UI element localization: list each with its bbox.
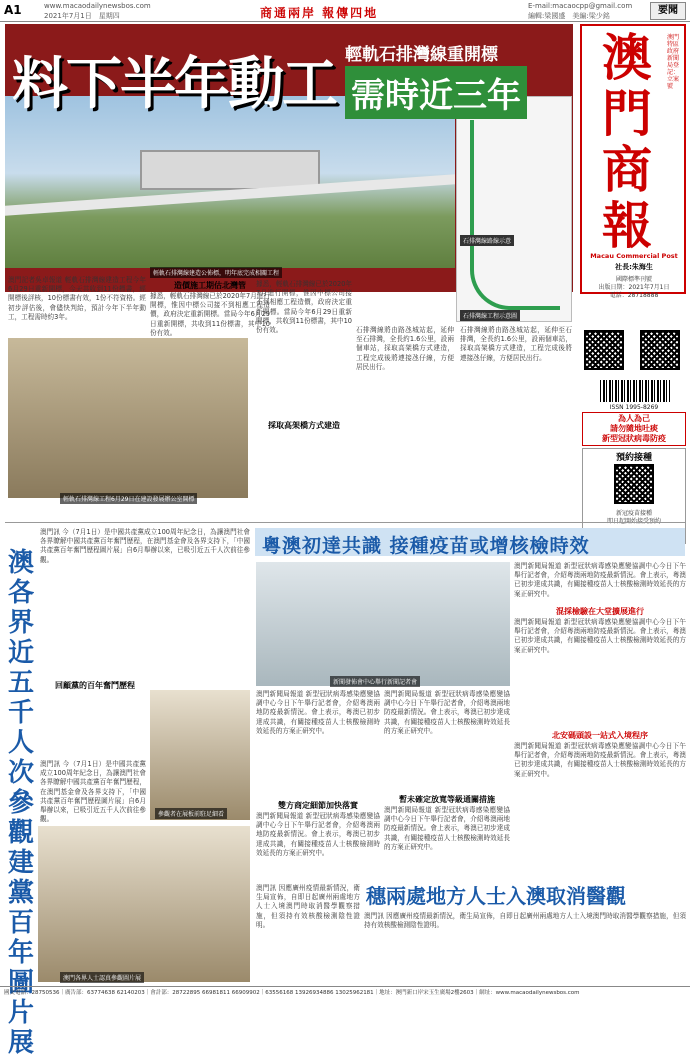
vaccine-ad-sub: 新冠疫苗接種 — [615, 510, 652, 517]
masthead-publisher: 社長:朱海生 — [615, 263, 653, 271]
visit-body-2: 澳門訊 今（7月1日）是中國共產黨成立100周年紀念日，為讓澳門社會各界瞭解中國共產黨百年奮鬥歷程，在澳門基金會及各界支持下，「中國共產黨百年奮鬥歷程圖片展」自6月舉辦以來，已吸引近五千人次前往參觀。 — [40, 760, 146, 824]
public-notice-text: 為人為己 請勿隨地吐痰 新型冠狀病毒防疫 — [602, 414, 666, 443]
rail-lead: 澳門記者吳卓報道 輕軌石排灣線建造工程今年6月29日重新開標，今天共收到11份標書，經開標後評核，10份標書有效，1份不符資格。經初步評估後，會儘快判給，預計今年下半年動工，工程需時約3年。 — [8, 276, 146, 321]
section-tag: 要聞 — [650, 2, 686, 20]
vaccine-headline: 粵澳初達共識 接種疫苗或增核檢時效 — [262, 535, 590, 557]
vaccine-side-head-1: 混採檢驗在大堂擴展進行 — [556, 607, 644, 616]
header-date: 2021年7月1日 星期四 — [44, 12, 120, 20]
masthead-info: 國際標準刊號 出版日期：2021年7月1日 電話：28718888 — [598, 276, 670, 299]
press-conference-photo — [256, 562, 510, 686]
map-caption: 石排灣線工程示意圖 — [460, 310, 520, 321]
guangzhou-headline: 穗兩處地方人士入澳取消醫觀 — [366, 884, 626, 908]
rail-subhead-2: 採取高架橋方式建造 — [268, 421, 340, 430]
hero-subtitle: 輕軌石排灣線重開標 — [345, 45, 498, 65]
rail-body-2: 據悉，輕軌石排灣線已於2020年7月進行開標，惟因中標公司接不到相應工程造價，政府決定重新開標。當局今年6月29日重新開標，共收到11份標書，其中10份有效。 — [256, 280, 352, 335]
qr-code-icon[interactable] — [614, 464, 654, 504]
vaccine-body-2: 澳門新聞局報道 新型冠狀病毒感染應變協調中心今日下午舉行記者會，介紹粵澳兩地防疫最新情況。會上表示，粵澳已初步達成共識，有關接種疫苗人士核酸檢測時效延長的方案正研究中。 — [256, 812, 380, 857]
vaccine-body-3: 澳門新聞局報道 新型冠狀病毒感染應變協調中心今日下午舉行記者會，介紹粵澳兩地防疫最新情況。會上表示，粵澳已初步達成共識，有關接種疫苗人士核酸檢測時效延長的方案正研究中。 — [384, 690, 510, 735]
vaccine-side-body-2: 澳門新聞局報道 新型冠狀病毒感染應變協調中心今日下午舉行記者會，介紹粵澳兩地防疫最新情況。會上表示，粵澳已初步達成共識，有關接種疫苗人士核酸檢測時效延長的方案正研究中。 — [514, 742, 686, 778]
tender-photo-caption: 輕軌石排灣線工程6月29日在建設發展辦公室開標 — [60, 493, 197, 504]
masthead-side-note: 澳門特區政府新聞局登記：立案號 — [667, 34, 680, 90]
issn-number: ISSN 1995-8269 — [609, 404, 659, 411]
visit-photo-1-caption: 參觀者在展板前駐足細看 — [155, 808, 227, 819]
visit-photo-1 — [150, 690, 250, 820]
rail-body-4: 石排灣線將由路氹城站起，延伸至石排灣，全長約1.6公里，設兩個車站，採取高架橋方式建造，工程完成後將連接氹仔線，方便居民出行。 — [460, 326, 572, 362]
masthead-title: 澳門商報 — [602, 28, 652, 255]
hero-caption: 輕軌石排灣線建造公佈標，明年底完成相關工程 — [150, 267, 282, 278]
map-caption-top: 石排灣線路線示意 — [460, 235, 514, 246]
rail-body-3: 石排灣線將由路氹城站起，延伸至石排灣，全長約1.6公里，設兩個車站，採取高架橋方式建造，工程完成後將連接氹仔線，方便居民出行。 — [356, 326, 454, 371]
visit-body: 澳門訊 今（7月1日）是中國共產黨成立100周年紀念日，為讓澳門社會各界瞭解中國共產黨百年奮鬥歷程，在澳門基金會及各界支持下，「中國共產黨百年奮鬥歷程圖片展」自6月舉辦以來，已吸引近五千人次前往參觀。 — [40, 528, 250, 564]
vaccine-subhead-1: 雙方商定細節加快落實 — [278, 801, 358, 810]
vaccine-side-body-1: 澳門新聞局報道 新型冠狀病毒感染應變協調中心今日下午舉行記者會，介紹粵澳兩地防疫最新情況。會上表示，粵澳已初步達成共識，有關接種疫苗人士核酸檢測時效延長的方案正研究中。 — [514, 618, 686, 654]
vaccine-side-head-2: 北安碼頭設一站式入境程序 — [552, 731, 648, 740]
header-email[interactable]: E-mail:macaocpp@gmail.com — [528, 2, 633, 10]
header-url[interactable]: www.macaodailynewsbos.com — [44, 2, 151, 10]
tender-photo — [8, 338, 248, 498]
visit-photo-2 — [38, 826, 250, 982]
station-graphic — [140, 150, 320, 190]
qr-code-icon[interactable] — [584, 330, 624, 370]
visit-photo-2-caption: 澳門各界人士認真參觀圖片展 — [60, 972, 144, 983]
vaccine-subhead-2: 暫未確定放寬等級通關措施 — [399, 795, 495, 804]
rail-body-1: 據悉，輕軌石排灣線已於2020年7月進行開標，惟因中標公司接不到相應工程造價，政府決定重新開標。當局今年6月29日重新開標，共收到11份標書，其中10份有效。 — [150, 292, 270, 337]
header-slogan: 商通兩岸 報傳四地 — [260, 6, 379, 20]
vaccine-body-1: 澳門新聞局報道 新型冠狀病毒感染應變協調中心今日下午舉行記者會，介紹粵澳兩地防疫最新情況。會上表示，粵澳已初步達成共識，有關接種疫苗人士核酸檢測時效延長的方案正研究中。 — [256, 690, 380, 735]
guangzhou-body: 澳門訊 因應廣州疫情最新情況，衛生局宣佈，自即日起廣州兩處地方人士入境澳門時取消醫學觀察措施，但須持有效核酸檢測陰性證明。 — [364, 912, 686, 930]
vaccine-side-lead: 澳門新聞局報道 新型冠狀病毒感染應變協調中心今日下午舉行記者會，介紹粵澳兩地防疫最新情況。會上表示，粵澳已初步達成共識，有關接種疫苗人士核酸檢測時效延長的方案正研究中。 — [514, 562, 686, 598]
rail-subhead-1: 造價施工期估北灣管 — [174, 281, 246, 290]
section-divider — [5, 522, 685, 523]
vaccine-ad-title: 預約接種 — [615, 453, 652, 463]
masthead-english: Macau Commercial Post — [590, 252, 678, 260]
page-footer: 國文電話：28750536｜廣告部：63774638 62140203｜會計部：28722895 66981811 66909902｜63556168 13926934886 13025962181｜地址：澳門新口岸宋玉生廣場2樓2603｜網址：www.macaodailynewsbos.com — [0, 986, 690, 999]
vaccine-body-4: 澳門新聞局報道 新型冠狀病毒感染應變協調中心今日下午舉行記者會，介紹粵澳兩地防疫最新情況。會上表示，粵澳已初步達成共識，有關接種疫苗人士核酸檢測時效延長的方案正研究中。 — [384, 806, 510, 851]
guangzhou-body-left: 澳門訊 因應廣州疫情最新情況，衛生局宣佈，自即日起廣州兩處地方人士入境澳門時取消醫學觀察措施，但須持有效核酸檢測陰性證明。 — [256, 884, 360, 929]
barcode-icon — [600, 380, 670, 402]
hero-title: 料下半年動工 — [12, 52, 336, 117]
qr-code-icon[interactable] — [640, 330, 680, 370]
visit-subhead: 回顧黨的百年奮鬥歷程 — [55, 681, 135, 690]
page-number: A1 — [4, 3, 22, 17]
route-line — [470, 120, 560, 310]
header-staff: 編輯:梁國盛 美編:梁少銘 — [528, 12, 610, 20]
hero-title-secondary: 需時近三年 — [345, 66, 527, 119]
visit-vertical-title: 澳各界近五千人次參觀建黨百年圖片展 — [7, 548, 34, 1058]
press-photo-caption: 新聞發佈會中心舉行新聞記者會 — [330, 676, 420, 687]
page-header — [0, 0, 690, 22]
